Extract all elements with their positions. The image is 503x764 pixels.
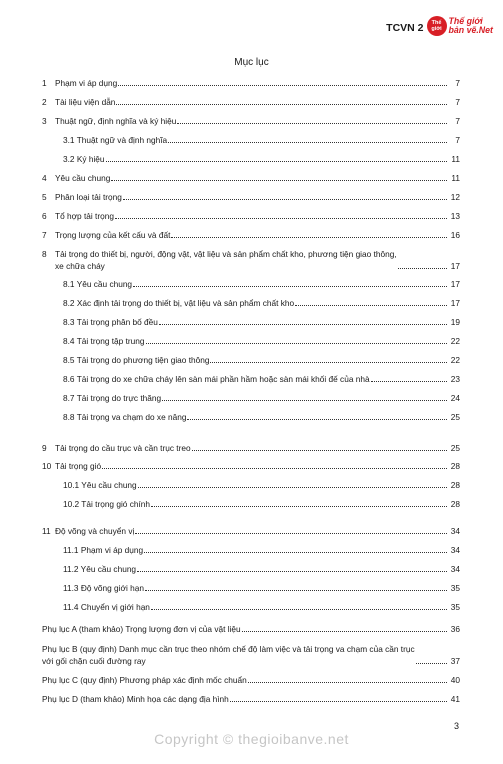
dot-leader — [151, 609, 447, 610]
dot-leader — [177, 123, 447, 124]
dot-leader — [138, 487, 447, 488]
toc-entry-page: 28 — [450, 461, 460, 471]
logo-text — [449, 17, 494, 35]
dot-leader — [111, 180, 447, 181]
toc-entry-page: 22 — [450, 336, 460, 346]
toc-entry-title: Tải trọng do cầu trục và cần trục treo — [55, 443, 191, 453]
toc-entry-page: 28 — [450, 480, 460, 490]
toc-entry-title: 8.4 Tải trọng tập trung — [63, 336, 145, 346]
dot-leader — [133, 286, 447, 287]
logo-icon — [427, 16, 447, 36]
dot-leader — [230, 701, 447, 702]
dot-leader — [210, 362, 447, 363]
toc-entry-title: Yêu cầu chung — [55, 173, 111, 183]
dot-leader — [137, 571, 447, 572]
dot-leader — [106, 161, 447, 162]
dot-leader — [192, 450, 447, 451]
toc-entry-page: 28 — [450, 499, 460, 509]
toc-entry-page: 35 — [450, 583, 460, 593]
toc-entry-number: 8 — [42, 249, 47, 259]
toc-entry-title: 8.3 Tải trọng phân bố đều — [63, 317, 158, 327]
toc-entry-title: Phụ lục B (quy định) Danh mục cần trục theo nhóm chế độ làm việc và tải trọng va chạm của cần trục — [42, 644, 415, 654]
toc-entry-page: 7 — [455, 116, 460, 126]
standard-code: TCVN 2 — [386, 22, 424, 34]
toc-entry-page: 11 — [451, 154, 460, 164]
toc-entry-title: Tài liệu viện dẫn — [55, 97, 116, 107]
page-number: 3 — [453, 721, 459, 731]
toc-entry-number: 6 — [42, 211, 47, 221]
toc-entry-number: 10 — [42, 461, 52, 471]
toc-entry-page: 19 — [450, 317, 460, 327]
toc-entry-page: 17 — [450, 261, 460, 271]
dot-leader — [135, 533, 447, 534]
dot-leader — [144, 552, 447, 553]
toc-entry-title: 8.5 Tải trọng do phương tiện giao thông — [63, 355, 210, 365]
toc-entry-page: 13 — [450, 211, 460, 221]
dot-leader — [116, 104, 447, 105]
dot-leader — [398, 268, 447, 269]
toc-entry-title-continued: với gối chặn cuối đường ray — [42, 656, 146, 666]
toc-entry-title: Phân loại tải trọng — [55, 192, 122, 202]
toc-entry-title: 3.2 Ký hiệu — [63, 154, 105, 164]
dot-leader — [171, 237, 447, 238]
toc-entry-title: 8.2 Xác định tải trọng do thiết bị, vật liệu và sản phẩm chất kho — [63, 298, 295, 308]
logo-line-2: bản vẽ.Net — [448, 25, 493, 35]
toc-entry-page: 40 — [450, 675, 460, 685]
dot-leader — [146, 343, 448, 344]
toc-entry-page: 7 — [455, 78, 460, 88]
toc-entry-number: 3 — [42, 116, 47, 126]
dot-leader — [123, 199, 447, 200]
dot-leader — [159, 324, 447, 325]
toc-entry-page: 23 — [450, 374, 460, 384]
header — [386, 12, 493, 40]
toc-entry-title: Phụ lục D (tham khảo) Minh họa các dạng địa hình — [42, 694, 229, 704]
toc-entry-page: 7 — [455, 97, 460, 107]
dot-leader — [162, 400, 447, 401]
toc-entry-page: 41 — [450, 694, 460, 704]
toc-entry-page: 12 — [450, 192, 460, 202]
dot-leader — [115, 218, 447, 219]
toc-entry-page: 7 — [455, 135, 460, 145]
toc-entry-page: 17 — [450, 298, 460, 308]
toc-entry-page: 36 — [450, 624, 460, 634]
toc-entry-page: 25 — [450, 412, 460, 422]
watermark: Copyright © thegioibanve.net — [154, 731, 349, 747]
toc-entry-number: 4 — [42, 173, 47, 183]
dot-leader — [416, 663, 447, 664]
toc-entry-page: 11 — [451, 173, 460, 183]
toc-entry-title: 11.3 Độ võng giới hạn — [63, 583, 144, 593]
toc-entry-title: Trọng lượng của kết cấu và đất — [55, 230, 171, 240]
toc-entry-page: 24 — [450, 393, 460, 403]
toc-entry-number: 1 — [42, 78, 47, 88]
dot-leader — [145, 590, 447, 591]
dot-leader — [295, 305, 447, 306]
toc-entry-page: 17 — [450, 279, 460, 289]
toc-entry-title: Tải trọng do thiết bị, người, động vật, vật liệu và sản phẩm chất kho, phương tiện giao thông, — [55, 249, 397, 259]
toc-entry-title: Độ võng và chuyển vị — [55, 526, 135, 536]
toc-entry-page: 16 — [450, 230, 460, 240]
toc-entry-number: 2 — [42, 97, 47, 107]
dot-leader — [242, 631, 447, 632]
toc-entry-title: 8.7 Tải trọng do trực thăng — [63, 393, 162, 403]
logo-line-1: Thế giới — [448, 16, 483, 26]
toc-entry-title: 11.1 Phạm vi áp dụng — [63, 545, 144, 555]
toc-entry-page: 34 — [450, 526, 460, 536]
toc-entry-page: 34 — [450, 564, 460, 574]
toc-entry-number: 5 — [42, 192, 47, 202]
toc-entry-number: 9 — [42, 443, 47, 453]
dot-leader — [168, 142, 447, 143]
toc-entry-page: 35 — [450, 602, 460, 612]
toc-entry-page: 22 — [450, 355, 460, 365]
toc-entry-title: Phụ lục A (tham khảo) Trọng lượng đơn vị của vật liệu — [42, 624, 241, 634]
toc-entry-number: 7 — [42, 230, 47, 240]
toc-entry-title: 11.4 Chuyển vị giới hạn — [63, 602, 150, 612]
toc-entry-page: 37 — [450, 656, 460, 666]
toc-entry-page: 25 — [450, 443, 460, 453]
toc-entry-title-continued: xe chữa cháy — [55, 261, 105, 271]
toc-entry-title: 10.2 Tải trọng gió chính — [63, 499, 151, 509]
toc-entry-title: Phạm vi áp dụng — [55, 78, 118, 88]
dot-leader — [151, 506, 447, 507]
toc-entry-title: 8.1 Yêu cầu chung — [63, 279, 133, 289]
toc-entry-title: Thuật ngữ, định nghĩa và ký hiệu — [55, 116, 177, 126]
dot-leader — [187, 419, 447, 420]
toc-entry-page: 34 — [450, 545, 460, 555]
dot-leader — [371, 381, 447, 382]
dot-leader — [102, 468, 447, 469]
toc-entry-title: 11.2 Yêu cầu chung — [63, 564, 137, 574]
page-title: Mục lục — [234, 57, 269, 68]
logo-mark-text: Thế giới — [431, 20, 442, 32]
toc-entry-title: 10.1 Yêu cầu chung — [63, 480, 137, 490]
toc-entry-title: 8.8 Tải trọng va chạm do xe nâng — [63, 412, 187, 422]
toc-entry-title: Tải trọng gió — [55, 461, 102, 471]
dot-leader — [118, 85, 447, 86]
dot-leader — [248, 682, 447, 683]
toc-entry-title: 3.1 Thuật ngữ và định nghĩa — [63, 135, 168, 145]
toc-entry-title: 8.6 Tải trọng do xe chữa cháy lên sàn mái phần hầm hoặc sàn mái khối đế của nhà — [63, 374, 370, 384]
toc-entry-title: Phụ lục C (quy định) Phương pháp xác định mốc chuẩn — [42, 675, 247, 685]
toc-entry-number: 11 — [42, 526, 51, 536]
toc-entry-title: Tổ hợp tải trọng — [55, 211, 114, 221]
